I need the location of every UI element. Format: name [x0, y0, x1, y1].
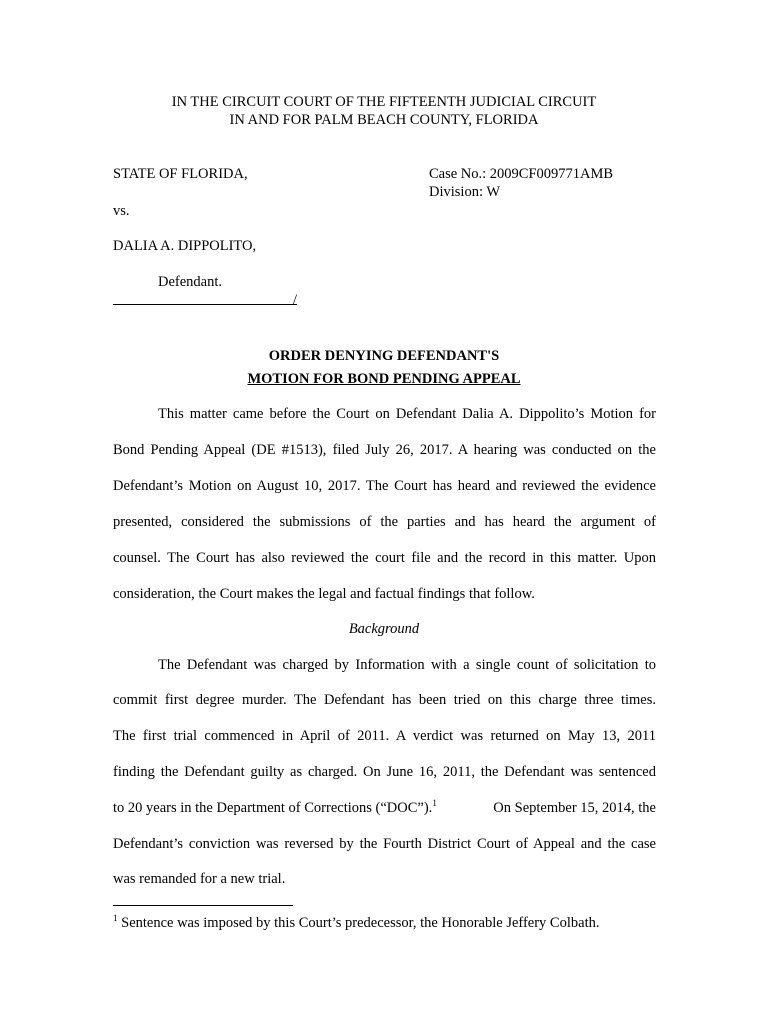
background-line-4: finding the Defendant guilty as charged. On June 16, 2011, the Defendant was sentenced — [113, 764, 656, 780]
intro-line-1: This matter came before the Court on Defendant Dalia A. Dippolito’s Motion for — [158, 406, 656, 422]
court-name-line-1: IN THE CIRCUIT COURT OF THE FIFTEENTH JUDICIAL CIRCUIT — [171, 94, 597, 110]
intro-line-2: Bond Pending Appeal (DE #1513), filed July 26, 2017. A hearing was conducted on the — [113, 442, 656, 458]
intro-line-3: Defendant’s Motion on August 10, 2017. The Court has heard and reviewed the evidence — [113, 478, 656, 494]
division: Division: W — [429, 184, 501, 200]
caption-slash: / — [293, 292, 298, 308]
section-heading-background: Background — [348, 621, 420, 637]
intro-line-6: consideration, the Court makes the legal and factual findings that follow. — [113, 586, 535, 602]
footnote-reference: 1 — [432, 798, 437, 809]
defendant-label: Defendant. — [158, 274, 223, 290]
footnote-rule — [113, 905, 293, 906]
background-line-5-end: On September 15, 2014, the — [493, 800, 656, 816]
footnote-marker: 1 — [113, 913, 118, 924]
defendant-name: DALIA A. DIPPOLITO, — [113, 238, 257, 254]
order-title-line-2-text: MOTION FOR BOND PENDING APPEAL — [247, 371, 521, 387]
case-number: Case No.: 2009CF009771AMB — [429, 166, 614, 182]
intro-line-4: presented, considered the submissions of the parties and has heard the argument of — [113, 514, 656, 530]
background-line-3: The first trial commenced in April of 2011. A verdict was returned on May 13, 2011 — [113, 728, 656, 744]
order-title-line-2 — [0, 370, 768, 388]
court-name-line-2: IN AND FOR PALM BEACH COUNTY, FLORIDA — [229, 112, 539, 128]
background-line-7: was remanded for a new trial. — [113, 871, 286, 887]
background-line-1: The Defendant was charged by Information with a single count of solicitation to — [158, 657, 656, 673]
plaintiff-name: STATE OF FLORIDA, — [113, 166, 248, 182]
background-line-5-start — [113, 799, 437, 817]
background-line-6: Defendant’s conviction was reversed by the Fourth District Court of Appeal and the case — [113, 836, 656, 852]
order-title-line-1: ORDER DENYING DEFENDANT'S — [268, 348, 500, 364]
versus: vs. — [113, 203, 130, 219]
footnote — [113, 914, 599, 932]
background-line-5 — [113, 799, 656, 817]
footnote-text: Sentence was imposed by this Court’s predecessor, the Honorable Jeffery Colbath. — [117, 915, 600, 931]
background-line-2: commit first degree murder. The Defendant has been tried on this charge three times. — [113, 692, 656, 708]
caption-rule — [113, 304, 297, 305]
intro-line-5: counsel. The Court has also reviewed the court file and the record in this matter. Upon — [113, 550, 656, 566]
background-line-5-text: to 20 years in the Department of Corrections (“DOC”). — [113, 800, 433, 816]
